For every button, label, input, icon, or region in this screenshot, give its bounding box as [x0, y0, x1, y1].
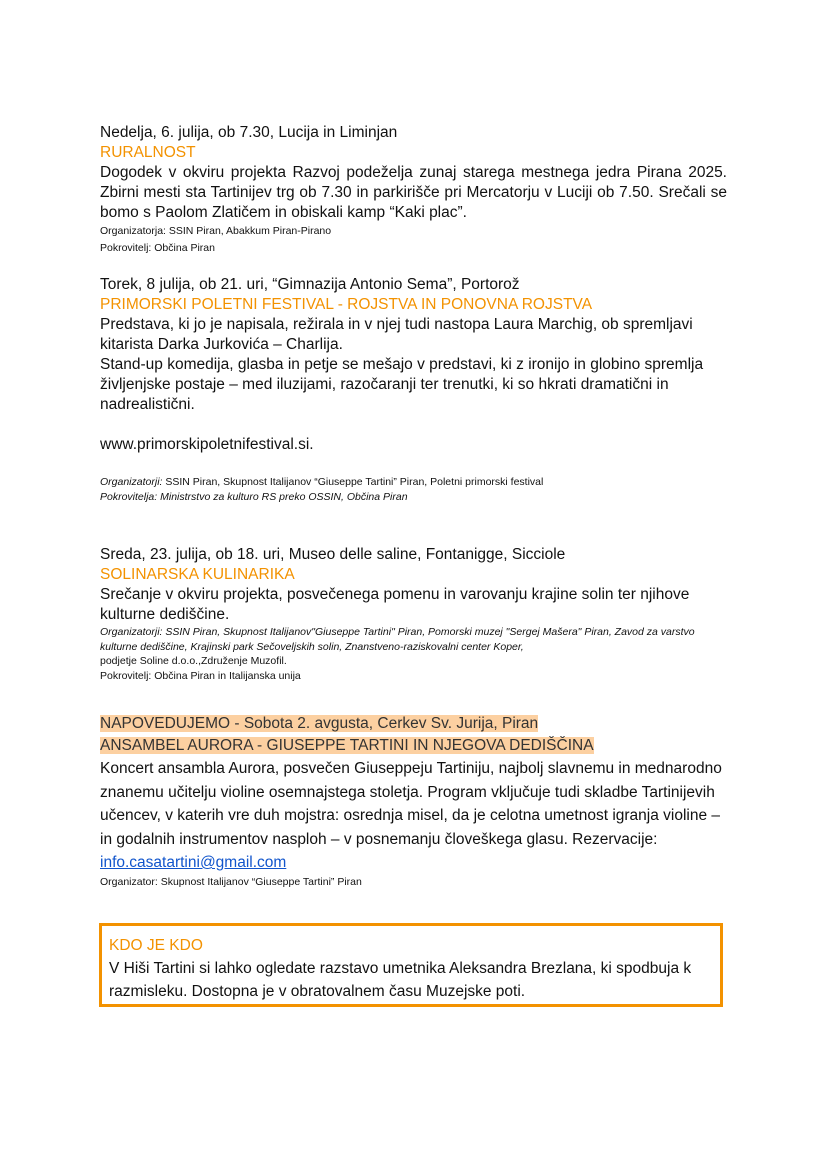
event-ruralnost [100, 123, 727, 256]
event-title: PRIMORSKI POLETNI FESTIVAL - ROJSTVA IN PONOVNA ROJSTVA [100, 296, 593, 313]
event-title [100, 735, 727, 757]
event-festival [100, 275, 727, 505]
event-description [100, 757, 727, 875]
event-organizers: Organizatorja: SSIN Piran, Abakkum Piran-Pirano [100, 225, 332, 237]
event-sponsors: Pokrovitelja: Ministrstvo za kulturo RS preko OSSIN, Občina Piran [100, 491, 408, 503]
event-organizers: Organizator: Skupnost Italijanov “Giuseppe Tartini” Piran [100, 875, 362, 888]
email-link[interactable]: info.casatartini@gmail.com [100, 854, 287, 871]
organizers-text: SSIN Piran, Skupnost Italijanov “Giuseppe Tartini” Piran, Poletni primorski festival [162, 476, 544, 488]
description-text: Koncert ansambla Aurora, posvečen Giuseppeju Tartiniju, najbolj slavnemu in mednarodno znanemu učitelju violine osemnajstega stoletja. Program vključuje tudi skladbe Tartinijevih učencev, v katerih vre duh mojstra: osrednja misel, da je celotna umetnost igranja violine – in godalnih instrumentov nasploh – v posnemanju človeškega glasu. Rezervacije: [100, 760, 722, 848]
event-title: RURALNOST [100, 144, 196, 161]
event-solinarska [100, 545, 727, 683]
event-description: Srečanje v okviru projekta, posvečenega pomenu in varovanju krajine solin ter njihove kulturne dediščine. [100, 586, 690, 623]
spacer [100, 415, 727, 435]
event-header: Torek, 8 julija, ob 21. uri, “Gimnazija Antonio Sema”, Portorož [100, 276, 520, 293]
event-sponsors: Pokrovitelj: Občina Piran [100, 242, 215, 254]
event-aurora [100, 713, 727, 890]
spacer [100, 256, 727, 275]
spacer [100, 455, 727, 475]
spacer [100, 683, 727, 713]
info-box-text: V Hiši Tartini si lahko ogledate razstavo umetnika Aleksandra Brezlana, ki spodbuja k razmisleku. Dostopna je v obratovalnem času Muzejske poti. [109, 960, 692, 1000]
event-description-2: Stand-up komedija, glasba in petje se mešajo v predstavi, ki z ironijo in globino spremlja življenjske postaje – med iluzijami, razočaranji ter trenutki, ki so hkrati dramatični in nadrealistični. [100, 356, 704, 413]
event-header [100, 713, 727, 735]
spacer [100, 531, 727, 545]
event-description: Predstava, ki jo je napisala, režirala in v njej tudi nastopa Laura Marchig, ob spremljavi kitarista Darka Jurkovića – Charlija. [100, 316, 693, 353]
events-page [100, 123, 727, 890]
spacer [100, 505, 727, 531]
event-description: Dogodek v okviru projekta Razvoj podeželja zunaj starega mestnega jedra Pirana 2025. Zbirni mesti sta Tartinijev trg ob 7.30 in parkirišče pri Mercatorju v Luciji ob 7.50. Srečali se bomo s Paolom Zlatičem in obiskali kamp “Kaki plac”. [100, 164, 727, 221]
info-box-title: KDO JE KDO [109, 937, 203, 954]
event-title: SOLINARSKA KULINARIKA [100, 566, 295, 583]
event-organizers-cont: podjetje Soline d.o.o.,Združenje Muzofil. [100, 655, 287, 667]
event-organizers [100, 475, 727, 490]
event-header: Sreda, 23. julija, ob 18. uri, Museo delle saline, Fontanigge, Sicciole [100, 546, 566, 563]
event-header-text: NAPOVEDUJEMO - Sobota 2. avgusta, Cerkev Sv. Jurija, Piran [100, 715, 539, 732]
event-title-text: ANSAMBEL AURORA - GIUSEPPE TARTINI IN NJEGOVA DEDIŠČINA [100, 737, 594, 754]
event-header: Nedelja, 6. julija, ob 7.30, Lucija in Liminjan [100, 124, 398, 141]
info-box [99, 923, 723, 1007]
event-website[interactable]: www.primorskipoletnifestival.si. [100, 436, 314, 453]
event-organizers: Organizatorji: SSIN Piran, Skupnost Italijanov"Giuseppe Tartini" Piran, Pomorski muzej "Sergej Mašera" Piran, Zavod za varstvo kulturne dediščine, Krajinski park Sečoveljskih solin, Znanstveno-raziskovalni center Koper, [100, 626, 695, 653]
event-sponsors: Pokrovitelj: Občina Piran in Italijanska unija [100, 669, 301, 682]
organizers-label: Organizatorji: [100, 476, 163, 488]
